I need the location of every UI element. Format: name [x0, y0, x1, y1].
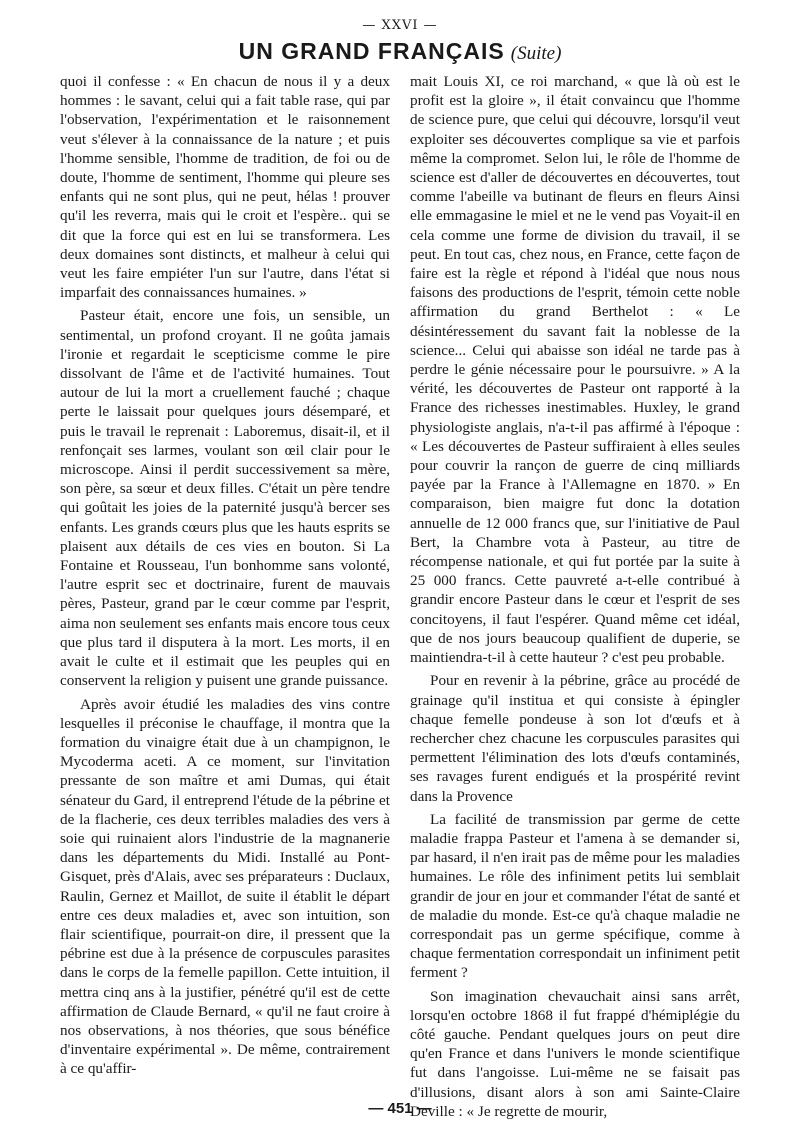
left-paragraph-2: Pasteur était, encore une fois, un sensible, un sentimental, un profond croyant. Il ne goûta jamais l'ironie et regardait le scepticisme comme le pire dissolvant de l'âme et de l'activité humaines. Tout autour de lui la mort a cruellement fauché ; chaque perte le laissait pour quelques jours désemparé, et puis le travail le reprenait : Laboremus, disait-il, et il renfonçait ses larmes, voulant son œil clair pour le microscope. Ainsi il perdit successivement sa mère, son père, sa sœur et deux filles. C'était un père tendre qui goûtait les joies de la paternité jusqu'à bercer ses enfants. Les grands cœurs plus que les hauts esprits se plaisent aux détails de ces vies en bouton. Si La Fontaine et Rousseau, l'un bonhomme sans volonté, l'autre esprit sec et doctrinaire, furent de mauvais pères, Pasteur, grand par le cœur comme par l'esprit, aima non seulement ses enfants mais encore tous ceux que plus tard il disputera à la mort. Les morts, il en avait le culte et il estimait que les peuples qui en conservent la religion y puisent une grande puissance.: [60, 307, 390, 690]
right-paragraph-3: La facilité de transmission par germe de cette maladie frappa Pasteur et l'amena à se demander si, par hasard, il n'en irait pas de même pour les maladies humaines. Le rôle des infiniment petits lui semblait grandir de jour en jour et commander l'état de santé et de maladie du monde. Est-ce qu'à chaque maladie ne correspondait pas un germe spécifique, comme à chaque fermentation correspondait un infiniment petit ferment ?: [410, 810, 740, 982]
left-paragraph-1: quoi il confesse : « En chacun de nous il y a deux hommes : le savant, celui qui a fait table rase, qui par l'observation, l'expérimentation et le raisonnement veut s'élever à la connaissance de la nature ; et puis l'homme sensible, l'homme de tradition, de foi ou de doute, l'homme de sentiment, l'homme qui pleure ses enfants qui ne sont plus, qui ne peut, hélas ! prouver qu'il les reverra, mais qui le croit et l'espère.. qui se dit que la force qui est en lui se transformera. Les deux domaines sont distincts, et malheur à celui qui veut les faire empiéter l'un sur l'autre, dans l'état si imparfait des connaissances humaines. »: [60, 73, 390, 302]
right-paragraph-1: mait Louis XI, ce roi marchand, « que là où est le profit est la gloire », il était convaincu que l'homme de science pure, que celui qui découvre, lorsqu'il veut exploiter ses découvertes complique sa vie et parfois même la compromet. Selon lui, le rôle de l'homme de science est d'aller de découvertes en découvertes, tout comme l'abeille va butinant de fleurs en fleurs Ainsi elle emmagasine le miel et ne le vend pas Voyait-il en cela comme une forme de division du travail, il se peut. En tout cas, chez nous, en France, cette façon de faire est la règle et répond à l'idéal que nous nous faisons des productions de l'esprit, témoin cette noble affirmation du grand Berthelot : « Le désintéressement du savant fait la noblesse de la science... Celui qui abaisse son idéal ne tarde pas à perdre le génie nécessaire pour le poursuivre. » A la vérité, les découvertes de Pasteur ont rapporté à la France des richesses inestimables. Huxley, le grand physiologiste anglais, n'a-t-il pas affirmé à l'époque : « Les découvertes de Pasteur suffiraient à elles seules pour couvrir la rançon de guerre de cinq milliards payée par la France à l'Allemagne en 1870. » En comparaison, bien maigre fut donc la dotation annuelle de 12 000 francs que, sur l'initiative de Paul Bert, la Chambre vota à Pasteur, au titre de récompense nationale, et qui fut portée par la suite à 25 000 francs. Cette pauvreté a-t-elle contribué à grandir encore Pasteur dans le cœur et l'esprit de ses concitoyens, il faut l'espérer. Quand même cet idéal, que de nos jours beaucoup qualifient de duperie, se maintiendra-t-il à cette hauteur ? c'est peu probable.: [410, 73, 740, 667]
left-column: [60, 72, 390, 1079]
title-suite: (Suite): [510, 43, 562, 64]
right-paragraph-4: Son imagination chevauchait ainsi sans arrêt, lorsqu'en octobre 1868 il fut frappé d'hémiplégie du côté gauche. Pendant quelques jours on peut dire qu'en France et dans l'univers le monde scientifique fut dans l'angoisse. Lui-même ne se faisait pas d'illusions, disant alors à son ami Sainte-Claire Deville : « Je regrette de mourir,: [410, 987, 740, 1120]
right-column: [410, 72, 740, 1121]
page-header: — XXVI —: [362, 18, 438, 33]
left-paragraph-3: Après avoir étudié les maladies des vins contre lesquelles il préconise le chauffage, il montra que la formation du vinaigre était due à un champignon, le Mycoderma aceti. A ce moment, sur l'invitation pressante de son maître et ami Dumas, qui était sénateur du Gard, il entreprend l'étude de la pébrine et de la flacherie, ces deux terribles maladies des vers à soie qui ruinaient alors l'industrie de la magnanerie dans les départements du Midi. Installé au Pont-Gisquet, près d'Alais, avec ses préparateurs : Duclaux, Raulin, Gernez et Maillot, de suite il établit le départ entre ces deux maladies et, avec son intuition, son flair scientifique, pourrait-on dire, il pressent que la pébrine est due à la présence de corpuscules parasites dans le corps de la femelle papillon. Cette intuition, il mettra cinq ans à la justifier, pénétré qu'il est de cette affirmation de Claude Bernard, « qu'il ne faut croire à nos observations, à nos théories, que sous bénéfice d'inventaire expérimental ». De même, contrairement à ce qu'affir-: [60, 695, 391, 1078]
article-title: [0, 38, 800, 65]
page-number: — 451 —: [368, 1100, 432, 1117]
title-main: UN GRAND FRANÇAIS: [238, 38, 505, 64]
right-paragraph-2: Pour en revenir à la pébrine, grâce au procédé de grainage qu'il institua et qui consiste à épingler chaque femelle pondeuse à son lot d'œufs et à rechercher chez chacune les corpuscules parasites qui permettent l'élimination des lots d'œufs contaminés, ses ravages furent endigués et la prospérité revint dans la Provence: [410, 672, 740, 805]
